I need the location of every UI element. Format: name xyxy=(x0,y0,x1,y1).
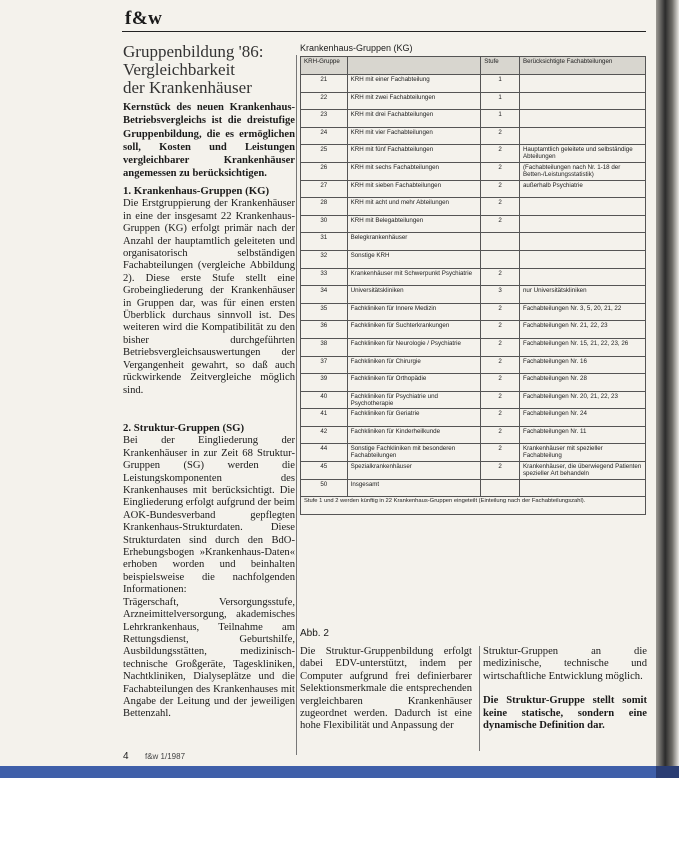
table-row xyxy=(301,374,646,392)
table-cell-kg: 42 xyxy=(301,426,348,444)
table-cell-kg: 40 xyxy=(301,391,348,409)
table-cell-stufe: 1 xyxy=(481,110,520,128)
table-cell-stufe: 2 xyxy=(481,391,520,409)
table-cell-stufe xyxy=(481,250,520,268)
table-cell-stufe: 2 xyxy=(481,127,520,145)
table-cell-note: Krankenhäuser mit spezieller Fachabteilung xyxy=(519,444,645,462)
table-cell-kg: 36 xyxy=(301,321,348,339)
header-rule xyxy=(122,31,646,32)
table-row xyxy=(301,321,646,339)
table-cell-note xyxy=(519,233,645,251)
table-row xyxy=(301,92,646,110)
table-cell-stufe: 2 xyxy=(481,321,520,339)
section-text: Bei der Eingliederung der Krankenhäuser in zur Zeit 68 Struktur-Gruppen (SG) werden die Leistungskomponenten des Krankenhauses mit berücksichtigt. Die Eingliederung erfolgt aufgrund der beim AOK-Bundesverband gepflegten Krankenhaus-Strukturdaten. Diese Strukturdaten sind durch den BdO-Erhebungsbogen »Krankenhaus-Daten« erhoben worden und beinhalten beispielsweise die nachfolgenden Informationen: xyxy=(123,435,295,596)
table-cell-stufe: 2 xyxy=(481,268,520,286)
table-cell-desc: Belegkrankenhäuser xyxy=(347,233,481,251)
table-cell-stufe: 2 xyxy=(481,162,520,180)
table-cell-desc: Fachkliniken für Orthopädie xyxy=(347,374,481,392)
header-cell: Berücksichtigte Fachabteilungen xyxy=(519,57,645,75)
table-cell-desc: Universitätskliniken xyxy=(347,286,481,304)
table-cell-desc: KRH mit einer Fachabteilung xyxy=(347,75,481,93)
title-line: Gruppenbildung '86: xyxy=(123,42,264,61)
table-cell-note: Fachabteilungen Nr. 28 xyxy=(519,374,645,392)
table-cell-note: nur Universitätskliniken xyxy=(519,286,645,304)
table-cell-stufe: 2 xyxy=(481,444,520,462)
table-cell-kg: 32 xyxy=(301,250,348,268)
table-cell-stufe: 2 xyxy=(481,426,520,444)
table-cell-note xyxy=(519,215,645,233)
table-row xyxy=(301,444,646,462)
table-cell-stufe: 2 xyxy=(481,215,520,233)
section-heading: 2. Struktur-Gruppen (SG) xyxy=(123,422,245,434)
table-cell-note xyxy=(519,110,645,128)
table-cell-kg: 26 xyxy=(301,162,348,180)
table-cell-kg: 35 xyxy=(301,303,348,321)
page-fold-shadow xyxy=(656,0,679,768)
table-cell-kg: 24 xyxy=(301,127,348,145)
table-cell-desc: KRH mit vier Fachabteilungen xyxy=(347,127,481,145)
table-cell-desc: Fachkliniken für Geriatrie xyxy=(347,409,481,427)
table-row xyxy=(301,391,646,409)
scanner-edge-band xyxy=(0,766,656,778)
table-row xyxy=(301,479,646,497)
table-cell-kg: 50 xyxy=(301,479,348,497)
table-cell-note: Fachabteilungen Nr. 20, 21, 22, 23 xyxy=(519,391,645,409)
table-cell-kg: 22 xyxy=(301,92,348,110)
table-cell-kg: 31 xyxy=(301,233,348,251)
table-row xyxy=(301,409,646,427)
table-row xyxy=(301,145,646,163)
table-footnote-row xyxy=(301,497,646,515)
table-cell-note xyxy=(519,198,645,216)
table-row xyxy=(301,215,646,233)
body-column-3 xyxy=(483,646,647,732)
table-cell-note: (Fachabteilungen nach Nr. 1-18 der Betten-/Leistungsstatistik) xyxy=(519,162,645,180)
title-line: der Krankenhäuser xyxy=(123,78,252,97)
table-cell-note xyxy=(519,250,645,268)
table-row xyxy=(301,127,646,145)
table-row xyxy=(301,268,646,286)
table-cell-desc: KRH mit drei Fachabteilungen xyxy=(347,110,481,128)
title-line: Vergleichbarkeit xyxy=(123,60,236,79)
table-cell-stufe: 1 xyxy=(481,92,520,110)
krankenhaus-gruppen-table xyxy=(300,56,646,515)
table-cell-desc: KRH mit sieben Fachabteilungen xyxy=(347,180,481,198)
table-cell-note: Hauptamtlich geleitete und selbständige Abteilungen xyxy=(519,145,645,163)
table-cell-desc: Spezialkrankenhäuser xyxy=(347,462,481,480)
section-list-text: Trägerschaft, Versorgungsstufe, Arzneimittelversorgung, akademisches Lehrkrankenhaus, Teilnahme am Rettungsdienst, Geburtshilfe, Ausbildungsstätten, medizinisch-technische Großgeräte, Tageskliniken, Nachtkliniken, Dialyseplätze und die Fachabteilungen des Krankenhauses mit Angabe der Leitung und der jeweiligen Bettenzahl. xyxy=(123,596,295,720)
article-title xyxy=(123,43,293,97)
table-cell-note xyxy=(519,268,645,286)
header-cell xyxy=(347,57,481,75)
table-cell-kg: 27 xyxy=(301,180,348,198)
table-cell-desc: KRH mit sechs Fachabteilungen xyxy=(347,162,481,180)
column-divider xyxy=(479,646,480,751)
table-row xyxy=(301,198,646,216)
table-cell-desc: Fachkliniken für Neurologie / Psychiatrie xyxy=(347,338,481,356)
column-3-bold-text: Die Struktur-Gruppe stellt somit keine statische, sondern eine dynamische Definition dar. xyxy=(483,695,647,732)
table-cell-kg: 21 xyxy=(301,75,348,93)
table-header-row xyxy=(301,57,646,75)
table-cell-desc: KRH mit zwei Fachabteilungen xyxy=(347,92,481,110)
table-cell-stufe: 2 xyxy=(481,462,520,480)
table-row xyxy=(301,462,646,480)
table-cell-desc: Fachkliniken für Kinderheilkunde xyxy=(347,426,481,444)
table-cell-note xyxy=(519,92,645,110)
table-row xyxy=(301,250,646,268)
table-cell-kg: 38 xyxy=(301,338,348,356)
table-cell-kg: 34 xyxy=(301,286,348,304)
table-cell-stufe: 2 xyxy=(481,145,520,163)
table-row xyxy=(301,180,646,198)
section-krankenhaus-gruppen xyxy=(123,185,295,397)
table-cell-kg: 25 xyxy=(301,145,348,163)
scanner-edge-corner xyxy=(656,766,679,778)
table-row xyxy=(301,233,646,251)
table-cell-kg: 41 xyxy=(301,409,348,427)
table-cell-note: Fachabteilungen Nr. 24 xyxy=(519,409,645,427)
header-cell: KRH-Gruppe xyxy=(301,57,348,75)
table-cell-note: Fachabteilungen Nr. 16 xyxy=(519,356,645,374)
table-row xyxy=(301,286,646,304)
table-cell-desc: Sonstige Fachkliniken mit besonderen Fachabteilungen xyxy=(347,444,481,462)
table-body xyxy=(301,75,646,497)
table-cell-note: Krankenhäuser, die überwiegend Patienten spezieller Art behandeln xyxy=(519,462,645,480)
page-number: 4 xyxy=(123,751,129,762)
table-cell-stufe: 1 xyxy=(481,75,520,93)
table-cell-note: Fachabteilungen Nr. 15, 21, 22, 23, 26 xyxy=(519,338,645,356)
table-cell-stufe xyxy=(481,233,520,251)
table-row xyxy=(301,303,646,321)
table-cell-desc: Insgesamt xyxy=(347,479,481,497)
table-cell-note: Fachabteilungen Nr. 3, 5, 20, 21, 22 xyxy=(519,303,645,321)
table-cell-note xyxy=(519,127,645,145)
table-cell-desc: KRH mit Belegabteilungen xyxy=(347,215,481,233)
body-column-2: Die Struktur-Gruppenbildung erfolgt dabei EDV-unterstützt, indem per Computer aufgrund frei definierbarer Selektionsmerkmale die entsprechenden vergleichbaren Krankenhäuser zugeordnet werden. Dadurch ist eine hohe Flexibilität und Anpassung der xyxy=(300,646,472,732)
figure-caption: Abb. 2 xyxy=(300,628,329,639)
table-row xyxy=(301,356,646,374)
table-cell-kg: 39 xyxy=(301,374,348,392)
table-cell-stufe: 2 xyxy=(481,356,520,374)
table-cell-kg: 45 xyxy=(301,462,348,480)
table-cell-desc: Fachkliniken für Chirurgie xyxy=(347,356,481,374)
table-cell-kg: 28 xyxy=(301,198,348,216)
table-cell-kg: 30 xyxy=(301,215,348,233)
table-cell-note xyxy=(519,479,645,497)
issue-reference: f&w 1/1987 xyxy=(145,752,186,761)
table-cell-desc: Fachkliniken für Suchterkrankungen xyxy=(347,321,481,339)
table-row xyxy=(301,338,646,356)
article-lead: Kernstück des neuen Krankenhaus-Betriebsvergleichs ist die dreistufige Gruppenbildung, die es ermöglichen soll, Kosten und Leistungen vergleichbarer Krankenhäuser angemessen zu berücksichtigen. xyxy=(123,102,295,180)
table-cell-desc: Krankenhäuser mit Schwerpunkt Psychiatrie xyxy=(347,268,481,286)
table-cell-desc: Fachkliniken für Psychiatrie und Psychotherapie xyxy=(347,391,481,409)
table-cell-note: Fachabteilungen Nr. 21, 22, 23 xyxy=(519,321,645,339)
table-cell-desc: Sonstige KRH xyxy=(347,250,481,268)
header-cell: Stufe xyxy=(481,57,520,75)
table-cell-kg: 44 xyxy=(301,444,348,462)
table-cell-note xyxy=(519,75,645,93)
table-cell-desc: Fachkliniken für Innere Medizin xyxy=(347,303,481,321)
section-heading: 1. Krankenhaus-Gruppen (KG) xyxy=(123,185,270,197)
table-cell-kg: 33 xyxy=(301,268,348,286)
table-cell-note: außerhalb Psychiatrie xyxy=(519,180,645,198)
table-row xyxy=(301,162,646,180)
table-cell-stufe xyxy=(481,479,520,497)
table-footnote: Stufe 1 und 2 werden künftig in 22 Krankenhaus-Gruppen eingeteilt (Einteilung nach der Fachabteilungszahl). xyxy=(301,497,646,515)
table-cell-stufe: 2 xyxy=(481,374,520,392)
table-row xyxy=(301,426,646,444)
column-divider xyxy=(296,55,297,755)
table-cell-note: Fachabteilungen Nr. 11 xyxy=(519,426,645,444)
magazine-logo: f&w xyxy=(125,8,163,29)
table-cell-desc: KRH mit fünf Fachabteilungen xyxy=(347,145,481,163)
table-cell-stufe: 2 xyxy=(481,303,520,321)
table-cell-kg: 23 xyxy=(301,110,348,128)
table-title: Krankenhaus-Gruppen (KG) xyxy=(300,43,413,53)
table-row xyxy=(301,110,646,128)
table-row xyxy=(301,75,646,93)
table-cell-desc: KRH mit acht und mehr Abteilungen xyxy=(347,198,481,216)
table-cell-stufe: 2 xyxy=(481,338,520,356)
section-struktur-gruppen xyxy=(123,422,295,721)
column-3-text: Struktur-Gruppen an die medizinische, technische und wirtschaftliche Entwicklung möglich. xyxy=(483,646,647,682)
section-text: Die Erstgruppierung der Krankenhäuser in eine der insgesamt 22 Krankenhaus-Gruppen (KG) erfolgt primär nach der Anzahl der hauptamtlich geleiteten und organisatorisch selbständigen Fachabteilungen (vergleiche Abbildung 2). Diese erste Stufe stellt eine Grobeingliederung der Krankenhäuser in Gruppen dar, was für einen ersten Überblick durchaus sinnvoll ist. Des weiteren wird die Kompatibilität zu den bisher durchgeführten Betriebsvergleichsauswertungen der Vergangenheit gewahrt, so daß auch rückwirkende Zeitvergleiche möglich sind. xyxy=(123,198,295,396)
table-cell-stufe: 3 xyxy=(481,286,520,304)
table-cell-kg: 37 xyxy=(301,356,348,374)
table-cell-stufe: 2 xyxy=(481,198,520,216)
table-cell-stufe: 2 xyxy=(481,409,520,427)
table-cell-stufe: 2 xyxy=(481,180,520,198)
